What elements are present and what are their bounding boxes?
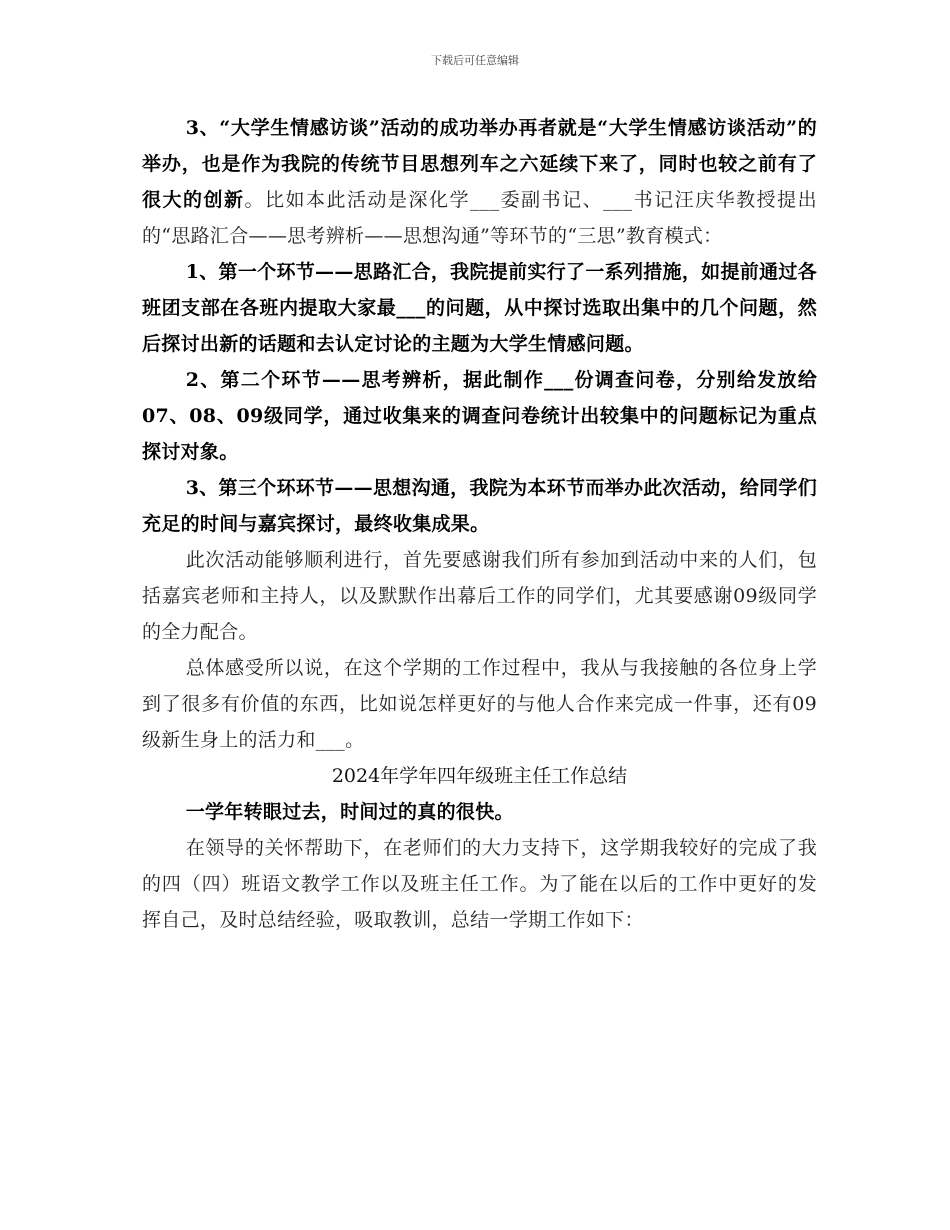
document-body <box>142 110 817 938</box>
paragraph-stage-three: 3、第三个环环节——思想沟通，我院为本环节而举办此次活动，给同学们充足的时间与嘉宾探讨，最终收集成果。 <box>142 477 817 535</box>
paragraph-stage-one: 1、第一个环节——思路汇合，我院提前实行了一系列措施，如提前通过各班团支部在各班内提取大家最___的问题，从中探讨选取出集中的几个问题，然后探讨出新的话题和去认定讨论的主题为大学生情感问题。 <box>142 261 817 355</box>
paragraph-activity-intro <box>142 110 817 254</box>
paragraph-intro-bold: 一学年转眼过去，时间过的真的很快。 <box>185 801 514 823</box>
paragraph-stage-two: 2、第二个环节——思考辨析，据此制作___份调查问卷，分别给发放给07、08、09级同学，通过收集来的调查问卷统计出较集中的问题标记为重点探讨对象。 <box>142 369 817 463</box>
paragraph-thanks: 此次活动能够顺利进行，首先要感谢我们所有参加到活动中来的人们，包括嘉宾老师和主持人，以及默默作出幕后工作的同学们，尤其要感谢09级同学的全力配合。 <box>142 549 817 643</box>
document-title: 2024年学年四年级班主任工作总结 <box>331 765 628 787</box>
paragraph-closing: 在领导的关怀帮助下，在老师们的大力支持下，这学期我较好的完成了我的四（四）班语文教学工作以及班主任工作。为了能在以后的工作中更好的发挥自己，及时总结经验，吸取教训，总结一学期工作如下： <box>142 837 817 931</box>
activity-intro-bold: 3、“大学生情感访谈”活动的成功举办再者就是“大学生情感访谈活动”的举办，也是作为我院的传统节目思想列车之六延续下来了，同时也较之前有了很大的创新 <box>142 117 817 211</box>
paragraph-summary: 总体感受所以说，在这个学期的工作过程中，我从与我接触的各位身上学到了很多有价值的东西，比如说怎样更好的与他人合作来完成一件事，还有09级新生身上的活力和___。 <box>142 657 817 751</box>
page-header: 下载后可任意编辑 <box>431 54 519 67</box>
activity-intro-normal: 。比如本此活动是深化学___委副书记、___书记汪庆华教授提出的“思路汇合——思考辨析——思想沟通”等环节的“三思”教育模式： <box>142 189 817 247</box>
